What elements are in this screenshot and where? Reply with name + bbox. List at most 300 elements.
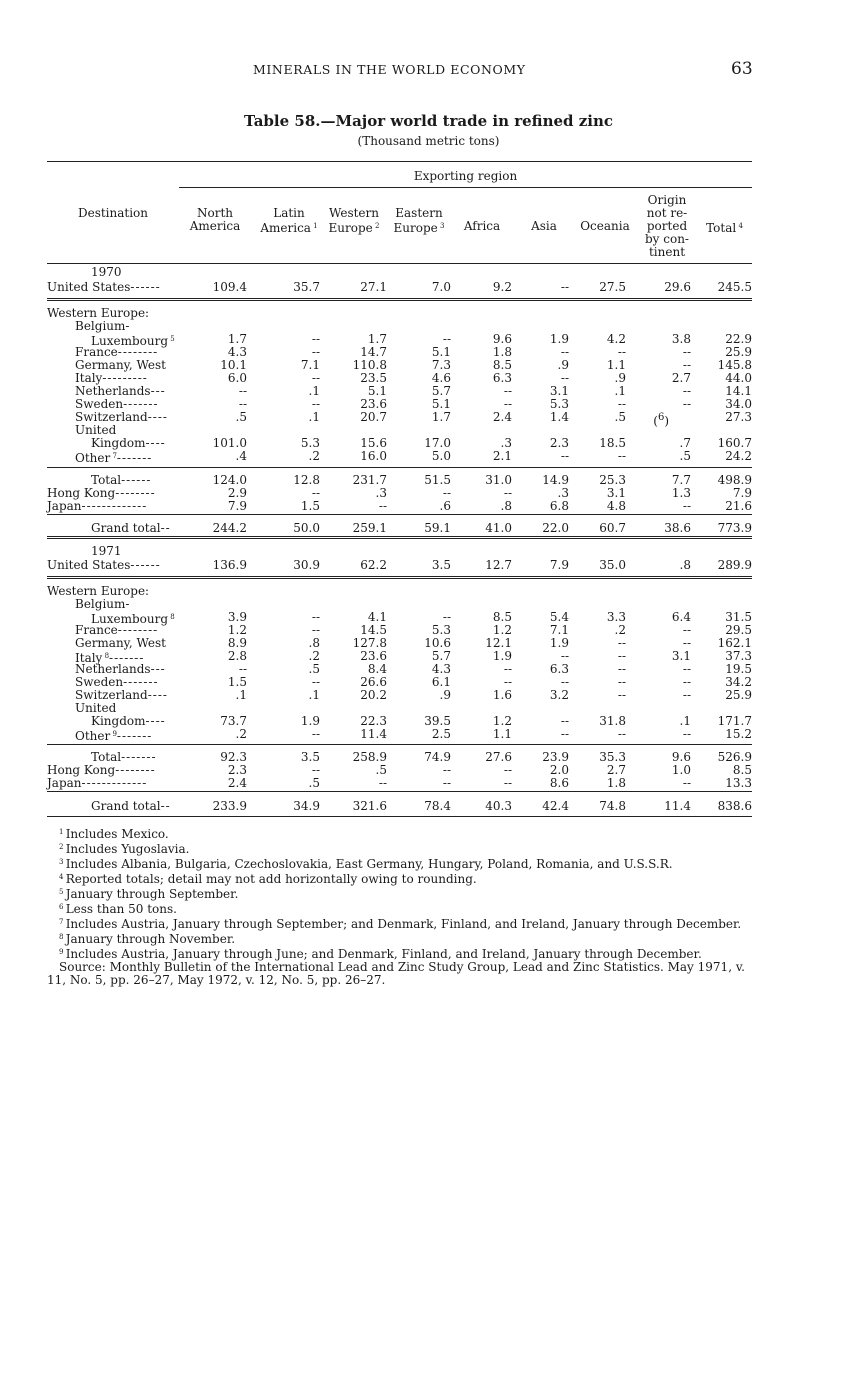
table-title: Table 58.—Major world trade in refined zinc (243, 112, 613, 130)
table-row (47, 689, 752, 702)
table-cell: 27.6 (485, 750, 512, 764)
table-cell: 41.0 (485, 521, 512, 535)
table-cell: -- (560, 371, 569, 385)
table-cell: 27.5 (599, 280, 626, 294)
table-cell: 3.5 (431, 558, 451, 572)
table-cell: 2.3 (227, 763, 247, 777)
table-row (47, 559, 752, 572)
table-cell: 17.0 (424, 436, 451, 450)
table-cell: 6.0 (227, 371, 247, 385)
table-cell: 289.9 (717, 558, 752, 572)
table-row (47, 800, 752, 813)
table-cell: -- (560, 345, 569, 359)
table-cell: -- (560, 649, 569, 663)
table-cell: -- (311, 623, 320, 637)
table-cell: -- (617, 675, 626, 689)
table-cell: ($^6$) (653, 412, 669, 428)
table-cell: -- (503, 776, 512, 790)
table-cell: 25.9 (725, 688, 752, 702)
table-cell: .8 (679, 558, 691, 572)
table-cell: 3.1 (671, 649, 691, 663)
table-cell: 1.2 (492, 714, 512, 728)
table-cell: 31.0 (485, 473, 512, 487)
table-cell: 21.6 (725, 499, 752, 513)
table-cell: 7.9 (227, 499, 247, 513)
table-cell: -- (311, 371, 320, 385)
table-cell: 244.2 (212, 521, 247, 535)
table-row (47, 450, 752, 463)
table-cell: -- (442, 610, 451, 624)
table-cell: 3.3 (606, 610, 626, 624)
table-cell: 60.7 (599, 521, 626, 535)
row-label: United (75, 701, 117, 715)
table-cell: 31.8 (599, 714, 626, 728)
table-cell: 3.1 (549, 384, 569, 398)
row-label: Total------- (91, 750, 157, 764)
table-cell: .5 (308, 776, 320, 790)
row-label: Grand total-- (91, 521, 171, 535)
table-row (47, 307, 752, 320)
footnote: $^9$ Includes Austria, January through June; and Denmark, Finland, and Ireland, January through December. (59, 947, 702, 961)
row-label: Germany, West (75, 636, 166, 650)
table-cell: -- (311, 397, 320, 411)
table-cell: 101.0 (212, 436, 247, 450)
table-cell: -- (617, 688, 626, 702)
table-cell: -- (682, 345, 691, 359)
table-cell: 8.9 (227, 636, 247, 650)
table-cell: 7.0 (431, 280, 451, 294)
table-cell: -- (442, 776, 451, 790)
row-label: 1970 (91, 265, 122, 279)
table-cell: -- (503, 486, 512, 500)
table-cell: 1.5 (227, 675, 247, 689)
table-cell: -- (378, 776, 387, 790)
table-cell: 44.0 (725, 371, 752, 385)
row-label: Belgium- (75, 319, 130, 333)
table-cell: 11.4 (360, 727, 387, 741)
table-cell: 145.8 (717, 358, 752, 372)
table-cell: 5.3 (431, 623, 451, 637)
table-cell: 2.4 (492, 410, 512, 424)
table-cell: 15.2 (725, 727, 752, 741)
table-cell: 8.5 (732, 763, 752, 777)
table-cell: 18.5 (599, 436, 626, 450)
table-cell: 19.5 (725, 662, 752, 676)
table-cell: -- (503, 397, 512, 411)
row-label: Sweden------- (75, 397, 159, 411)
table-cell: -- (311, 486, 320, 500)
table-cell: 51.5 (424, 473, 451, 487)
table-cell: .8 (308, 636, 320, 650)
table-cell: 498.9 (717, 473, 752, 487)
table-cell: -- (617, 345, 626, 359)
table-cell: 7.3 (431, 358, 451, 372)
table-cell: 6.3 (492, 371, 512, 385)
row-label: France-------- (75, 623, 159, 637)
table-cell: -- (682, 623, 691, 637)
table-cell: 9.2 (492, 280, 512, 294)
table-cell: 29.5 (725, 623, 752, 637)
column-header: North America (189, 206, 241, 233)
table-cell: 22.9 (725, 332, 752, 346)
table-cell: 25.9 (725, 345, 752, 359)
table-cell: 838.6 (717, 799, 752, 813)
table-cell: 3.9 (227, 610, 247, 624)
table-cell: 35.7 (293, 280, 320, 294)
table-cell: 1.4 (549, 410, 569, 424)
top-rule (47, 161, 752, 162)
table-cell: 34.0 (725, 397, 752, 411)
row-label: Germany, West (75, 358, 166, 372)
table-cell: 259.1 (352, 521, 387, 535)
column-header: Latin America $^1$ (260, 206, 318, 235)
table-cell: -- (617, 649, 626, 663)
table-cell: 1.9 (549, 332, 569, 346)
table-cell: -- (682, 776, 691, 790)
table-cell: 22.3 (360, 714, 387, 728)
table-cell: 2.7 (671, 371, 691, 385)
table-cell: -- (311, 610, 320, 624)
table-cell: .8 (500, 499, 512, 513)
row-label: Grand total-- (91, 799, 171, 813)
table-cell: 5.3 (549, 397, 569, 411)
table-cell: 526.9 (717, 750, 752, 764)
table-cell: .2 (614, 623, 626, 637)
table-cell: 3.5 (300, 750, 320, 764)
source-note: Source: Monthly Bulletin of the International Lead and Zinc Study Group, Lead and Zinc Statistics. May 1971, v. 11, No. 5, pp. 26–27, May 1972, v. 12, No. 5, pp. 26–27. (47, 960, 745, 987)
table-cell: 50.0 (293, 521, 320, 535)
row-label: Netherlands--- (75, 662, 166, 676)
table-cell: 3.2 (549, 688, 569, 702)
table-cell: 1.2 (492, 623, 512, 637)
table-cell: 7.9 (549, 558, 569, 572)
table-cell: 5.1 (367, 384, 387, 398)
table-cell: 13.3 (725, 776, 752, 790)
table-cell: -- (617, 397, 626, 411)
row-label: Italy--------- (75, 371, 148, 385)
table-cell: 4.3 (227, 345, 247, 359)
table-cell: 27.1 (360, 280, 387, 294)
table-cell: -- (682, 499, 691, 513)
column-header: Western Europe $^2$ (328, 206, 380, 235)
table-cell: 38.6 (664, 521, 691, 535)
table-cell: 78.4 (424, 799, 451, 813)
table-cell: 124.0 (212, 473, 247, 487)
table-cell: 3.1 (606, 486, 626, 500)
table-cell: -- (378, 499, 387, 513)
row-label: Luxembourg $^8$ (91, 612, 175, 626)
table-row (47, 728, 752, 741)
table-row (47, 598, 752, 611)
table-cell: 9.6 (492, 332, 512, 346)
table-cell: 14.7 (360, 345, 387, 359)
table-cell: 23.9 (542, 750, 569, 764)
row-label: Luxembourg $^5$ (91, 334, 175, 348)
table-cell: 9.6 (671, 750, 691, 764)
table-cell: -- (442, 332, 451, 346)
column-header: Origin not re- ported by con- tinent (644, 193, 689, 259)
table-cell: 23.6 (360, 649, 387, 663)
table-cell: 25.3 (599, 473, 626, 487)
table-cell: .1 (308, 384, 320, 398)
table-cell: 7.7 (671, 473, 691, 487)
table-cell: 6.4 (671, 610, 691, 624)
column-header: Eastern Europe $^3$ (393, 206, 445, 235)
table-cell: .2 (235, 727, 247, 741)
table-cell: 74.8 (599, 799, 626, 813)
table-cell: 14.1 (725, 384, 752, 398)
table-cell: 4.1 (367, 610, 387, 624)
column-header: Total $^4$ (706, 221, 743, 235)
table-cell: .5 (679, 449, 691, 463)
table-cell: 1.7 (431, 410, 451, 424)
table-cell: 1.6 (492, 688, 512, 702)
table-cell: 30.9 (293, 558, 320, 572)
table-cell: .5 (308, 662, 320, 676)
table-cell: -- (682, 662, 691, 676)
table-cell: 39.5 (424, 714, 451, 728)
table-cell: 42.4 (542, 799, 569, 813)
footnote: $^6$ Less than 50 tons. (59, 902, 177, 916)
row-label: Hong Kong-------- (47, 486, 156, 500)
header-bottom-rule (47, 263, 752, 264)
row-label: United States------ (47, 280, 161, 294)
table-cell: -- (238, 384, 247, 398)
table-cell: -- (617, 449, 626, 463)
table-row (47, 500, 752, 513)
table-cell: 34.9 (293, 799, 320, 813)
table-cell: 2.3 (549, 436, 569, 450)
row-label: Japan------------- (47, 776, 148, 790)
table-cell: .2 (308, 449, 320, 463)
table-row (47, 359, 752, 372)
table-cell: 92.3 (220, 750, 247, 764)
table-cell: 7.1 (300, 358, 320, 372)
table-cell: 5.0 (431, 449, 451, 463)
table-cell: 62.2 (360, 558, 387, 572)
table-cell: -- (311, 675, 320, 689)
table-cell: .1 (308, 410, 320, 424)
table-cell: 321.6 (352, 799, 387, 813)
table-rule (47, 538, 752, 539)
row-label: France-------- (75, 345, 159, 359)
table-cell: -- (560, 280, 569, 294)
exporting-region-header: Exporting region (413, 169, 518, 183)
table-cell: 8.6 (549, 776, 569, 790)
table-cell: 2.0 (549, 763, 569, 777)
table-cell: 8.5 (492, 610, 512, 624)
table-cell: .3 (557, 486, 569, 500)
table-cell: -- (311, 332, 320, 346)
table-cell: 5.1 (431, 397, 451, 411)
table-cell: 29.6 (664, 280, 691, 294)
table-rule (47, 578, 752, 579)
table-cell: 12.8 (293, 473, 320, 487)
table-cell: -- (560, 727, 569, 741)
table-cell: .1 (235, 688, 247, 702)
table-cell: 5.7 (431, 649, 451, 663)
table-cell: 3.8 (671, 332, 691, 346)
table-cell: -- (442, 486, 451, 500)
column-header: Oceania (580, 219, 630, 233)
table-cell: -- (682, 675, 691, 689)
table-cell: 1.2 (227, 623, 247, 637)
table-cell: 14.5 (360, 623, 387, 637)
table-cell: 6.3 (549, 662, 569, 676)
row-label: Belgium- (75, 597, 130, 611)
table-cell: 10.6 (424, 636, 451, 650)
row-label: Kingdom---- (91, 436, 166, 450)
table-cell: .9 (439, 688, 451, 702)
table-subtitle: (Thousand metric tons) (357, 134, 500, 148)
row-label: Hong Kong-------- (47, 763, 156, 777)
table-cell: 2.4 (227, 776, 247, 790)
table-cell: 1.9 (300, 714, 320, 728)
footnote: $^5$ January through September. (59, 887, 239, 901)
table-cell: 2.5 (431, 727, 451, 741)
table-cell: .5 (235, 410, 247, 424)
table-rule (47, 514, 752, 515)
table-cell: 20.2 (360, 688, 387, 702)
table-row (47, 266, 752, 279)
table-cell: 7.9 (732, 486, 752, 500)
table-cell: 110.8 (352, 358, 387, 372)
table-rule (47, 298, 752, 299)
table-row (47, 522, 752, 535)
table-cell: .1 (614, 384, 626, 398)
footnote: $^1$ Includes Mexico. (59, 827, 169, 841)
table-cell: 258.9 (352, 750, 387, 764)
table-cell: -- (682, 397, 691, 411)
table-cell: 127.8 (352, 636, 387, 650)
table-cell: -- (442, 763, 451, 777)
table-cell: 1.9 (549, 636, 569, 650)
spanner-rule (179, 187, 752, 188)
table-cell: 5.1 (431, 345, 451, 359)
table-cell: .5 (375, 763, 387, 777)
table-cell: -- (238, 662, 247, 676)
table-cell: 73.7 (220, 714, 247, 728)
table-cell: 1.9 (492, 649, 512, 663)
table-cell: 2.1 (492, 449, 512, 463)
footnote: $^2$ Includes Yugoslavia. (59, 842, 190, 856)
table-row (47, 437, 752, 450)
table-cell: -- (682, 358, 691, 372)
table-row (47, 281, 752, 294)
row-label: Japan------------- (47, 499, 148, 513)
table-cell: 12.7 (485, 558, 512, 572)
table-row (47, 545, 752, 558)
table-cell: 35.0 (599, 558, 626, 572)
table-cell: 2.7 (606, 763, 626, 777)
table-cell: .6 (439, 499, 451, 513)
table-cell: 4.2 (606, 332, 626, 346)
table-cell: 2.8 (227, 649, 247, 663)
row-label: Western Europe: (47, 584, 150, 598)
table-cell: 160.7 (717, 436, 752, 450)
table-cell: 74.9 (424, 750, 451, 764)
table-cell: 12.1 (485, 636, 512, 650)
table-cell: 15.6 (360, 436, 387, 450)
row-label: Total------ (91, 473, 152, 487)
table-cell: .1 (308, 688, 320, 702)
table-cell: 4.8 (606, 499, 626, 513)
table-cell: 1.7 (367, 332, 387, 346)
table-cell: 34.2 (725, 675, 752, 689)
table-cell: 2.9 (227, 486, 247, 500)
table-cell: 23.6 (360, 397, 387, 411)
table-rule (47, 744, 752, 745)
page-number: 63 (731, 59, 753, 79)
table-cell: -- (560, 449, 569, 463)
table-row (47, 637, 752, 650)
table-cell: .3 (500, 436, 512, 450)
table-rule (47, 300, 752, 301)
table-rule (47, 791, 752, 792)
table-cell: 20.7 (360, 410, 387, 424)
table-cell: 245.5 (717, 280, 752, 294)
table-cell: .9 (614, 371, 626, 385)
row-label: Sweden------- (75, 675, 159, 689)
table-cell: 4.3 (431, 662, 451, 676)
table-cell: 109.4 (212, 280, 247, 294)
table-cell: 14.9 (542, 473, 569, 487)
footnotes (47, 826, 753, 961)
column-header: Asia (531, 219, 557, 233)
row-label: United States------ (47, 558, 161, 572)
table-cell: 59.1 (424, 521, 451, 535)
table-cell: 1.8 (606, 776, 626, 790)
column-header: Africa (463, 219, 501, 233)
row-label: United (75, 423, 117, 437)
table-cell: 1.5 (300, 499, 320, 513)
table-cell: 35.3 (599, 750, 626, 764)
row-label: Switzerland---- (75, 688, 168, 702)
table-cell: .5 (614, 410, 626, 424)
table-cell: -- (238, 397, 247, 411)
table-cell: 7.1 (549, 623, 569, 637)
row-label: 1971 (91, 544, 122, 558)
table-cell: -- (503, 662, 512, 676)
table-cell: 233.9 (212, 799, 247, 813)
table-cell: 8.4 (367, 662, 387, 676)
table-cell: -- (503, 675, 512, 689)
table-rule (47, 816, 752, 817)
table-cell: 5.3 (300, 436, 320, 450)
table-cell: 10.1 (220, 358, 247, 372)
table-cell: 4.6 (431, 371, 451, 385)
row-label: Netherlands--- (75, 384, 166, 398)
table-cell: 27.3 (725, 410, 752, 424)
footnote: $^3$ Includes Albania, Bulgaria, Czechoslovakia, East Germany, Hungary, Poland, Romania, and U.S.S.R. (59, 857, 673, 871)
table-cell: 26.6 (360, 675, 387, 689)
table-cell: 5.4 (549, 610, 569, 624)
row-label: Other $^9$------- (75, 729, 153, 743)
table-row (47, 487, 752, 500)
row-label: Italy $^8$------- (75, 651, 145, 665)
table-cell: 1.7 (227, 332, 247, 346)
table-cell: 136.9 (212, 558, 247, 572)
footnote: $^7$ Includes Austria, January through September; and Denmark, Finland, and Ireland, January through December. (59, 917, 742, 931)
table-cell: -- (503, 384, 512, 398)
table-cell: .7 (679, 436, 691, 450)
table-row (47, 777, 752, 790)
table-row (47, 320, 752, 333)
footnote: $^8$ January through November. (59, 932, 236, 946)
table-cell: -- (311, 345, 320, 359)
table-cell: 22.0 (542, 521, 569, 535)
row-label: Western Europe: (47, 306, 150, 320)
